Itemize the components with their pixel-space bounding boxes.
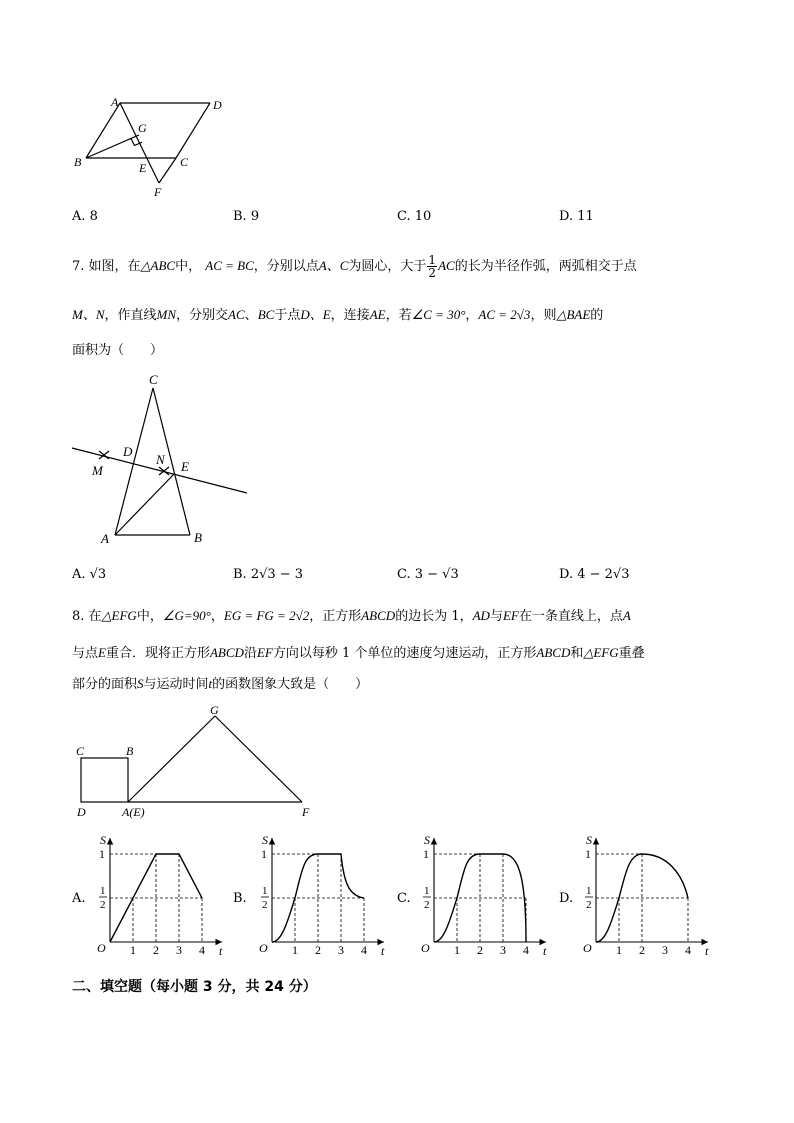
graph-xtick: 4 [685, 943, 691, 957]
graph-axis-x: t [543, 944, 547, 958]
q8-graph-option-c[interactable]: C. [397, 891, 411, 906]
graph-axis-x: t [381, 944, 385, 958]
graph-y-one: 1 [423, 847, 429, 861]
graph-axis-y: S [586, 833, 592, 847]
q7-fig-label: C [149, 372, 158, 387]
q7-fig-label: N [156, 452, 165, 467]
q7-fig-label: E [181, 459, 189, 474]
q6-option-d[interactable]: D. 11 [559, 209, 594, 224]
q7-line-1: 7. 如图，在△ABC中， AC = BC，分别以点A、C为圆心，大于 $\frac{1}{2}$ AC的长为半径作弧，两弧相交于点 [72, 253, 637, 280]
q7-fig-label: D [123, 444, 133, 459]
fig6-label: C [180, 155, 189, 169]
q8-graph-a [90, 830, 235, 960]
q8-fig-label: D [77, 805, 86, 819]
q8-figure [70, 700, 320, 825]
fig6-label: E [139, 161, 147, 175]
graph-origin: O [421, 941, 430, 955]
fig6-label: D [213, 98, 222, 112]
graph-axis-y: S [262, 833, 268, 847]
q8-graph-option-d[interactable]: D. [559, 891, 574, 906]
section-heading: 二、填空题（每小题 3 分，共 24 分） [72, 979, 317, 995]
graph-axis-x: t [219, 944, 223, 958]
q8-fig-label: C [76, 744, 85, 758]
graph-y-one: 1 [99, 847, 105, 861]
q7-line-3: 面积为（ ） [72, 343, 164, 358]
q8-fig-label: G [210, 703, 219, 717]
q8-graph-option-a[interactable]: A. [72, 891, 86, 906]
q8-fig-label: B [126, 744, 134, 758]
graph-half-num: 1 [100, 885, 106, 897]
graph-xtick: 4 [523, 943, 529, 957]
q7-line-2: M、N，作直线MN，分别交AC、BC于点D、E，连接AE，若∠C = 30°，AC = 2√3，则△BAE的 [72, 307, 604, 323]
graph-half-num: 1 [586, 885, 592, 897]
q7-option-b[interactable]: B. 2√3 − 3 [233, 567, 304, 582]
q7-fig-label: B [194, 530, 202, 545]
graph-xtick: 1 [292, 943, 298, 957]
q7-option-d[interactable]: D. 4 − 2√3 [559, 567, 630, 582]
graph-xtick: 1 [616, 943, 622, 957]
graph-origin: O [97, 941, 106, 955]
graph-y-one: 1 [261, 847, 267, 861]
graph-half-den: 2 [424, 899, 430, 911]
graph-half-den: 2 [586, 899, 592, 911]
graph-origin: O [583, 941, 592, 955]
q8-graph-c [414, 830, 559, 960]
graph-origin: O [259, 941, 268, 955]
q7-fig-label: A [101, 531, 109, 546]
graph-xtick: 3 [176, 943, 182, 957]
graph-xtick: 2 [639, 943, 645, 957]
q7-figure [66, 368, 252, 548]
q8-fig-label: A(E) [122, 805, 145, 819]
fig6-label: G [138, 121, 147, 135]
graph-xtick: 2 [315, 943, 321, 957]
graph-half-den: 2 [262, 899, 268, 911]
graph-axis-y: S [100, 833, 106, 847]
graph-axis-x: t [705, 944, 709, 958]
graph-xtick: 2 [477, 943, 483, 957]
q8-graph-option-b[interactable]: B. [233, 891, 247, 906]
graph-half-num: 1 [424, 885, 430, 897]
graph-axis-y: S [424, 833, 430, 847]
graph-xtick: 3 [500, 943, 506, 957]
graph-y-one: 1 [585, 847, 591, 861]
graph-xtick: 4 [199, 943, 205, 957]
graph-xtick: 1 [130, 943, 136, 957]
graph-xtick: 3 [338, 943, 344, 957]
graph-xtick: 4 [361, 943, 367, 957]
graph-xtick: 2 [153, 943, 159, 957]
q7-option-a[interactable]: A. √3 [72, 567, 107, 582]
q8-line-3: 部分的面积S与运动时间t的函数图象大致是（ ） [72, 676, 369, 692]
graph-xtick: 3 [662, 943, 668, 957]
fig6-label: F [154, 185, 162, 199]
q8-line-1: 8. 在△EFG中，∠G=90°，EG = FG = 2√2，正方形ABCD的边长为 1，AD与EF在一条直线上，点A [72, 608, 631, 624]
q8-graph-b [252, 830, 397, 960]
fig6-label: B [74, 155, 82, 169]
fig6-label: A [111, 95, 119, 109]
q8-graph-d [576, 830, 721, 960]
q7-fig-label: M [92, 463, 103, 478]
q6-option-b[interactable]: B. 9 [233, 209, 260, 224]
q6-figure [60, 88, 240, 203]
q6-option-c[interactable]: C. 10 [397, 209, 432, 224]
q8-line-2: 与点E重合．现将正方形ABCD沿EF方向以每秒 1 个单位的速度匀速运动，正方形ABCD和△EFG重叠 [72, 645, 645, 661]
q7-option-c[interactable]: C. 3 − √3 [397, 567, 459, 582]
graph-half-num: 1 [262, 885, 268, 897]
graph-half-den: 2 [100, 899, 106, 911]
q7-fraction: $\frac{1}{2}$ [428, 253, 437, 280]
q6-option-a[interactable]: A. 8 [72, 209, 98, 224]
q8-fig-label: F [302, 805, 310, 819]
graph-xtick: 1 [454, 943, 460, 957]
